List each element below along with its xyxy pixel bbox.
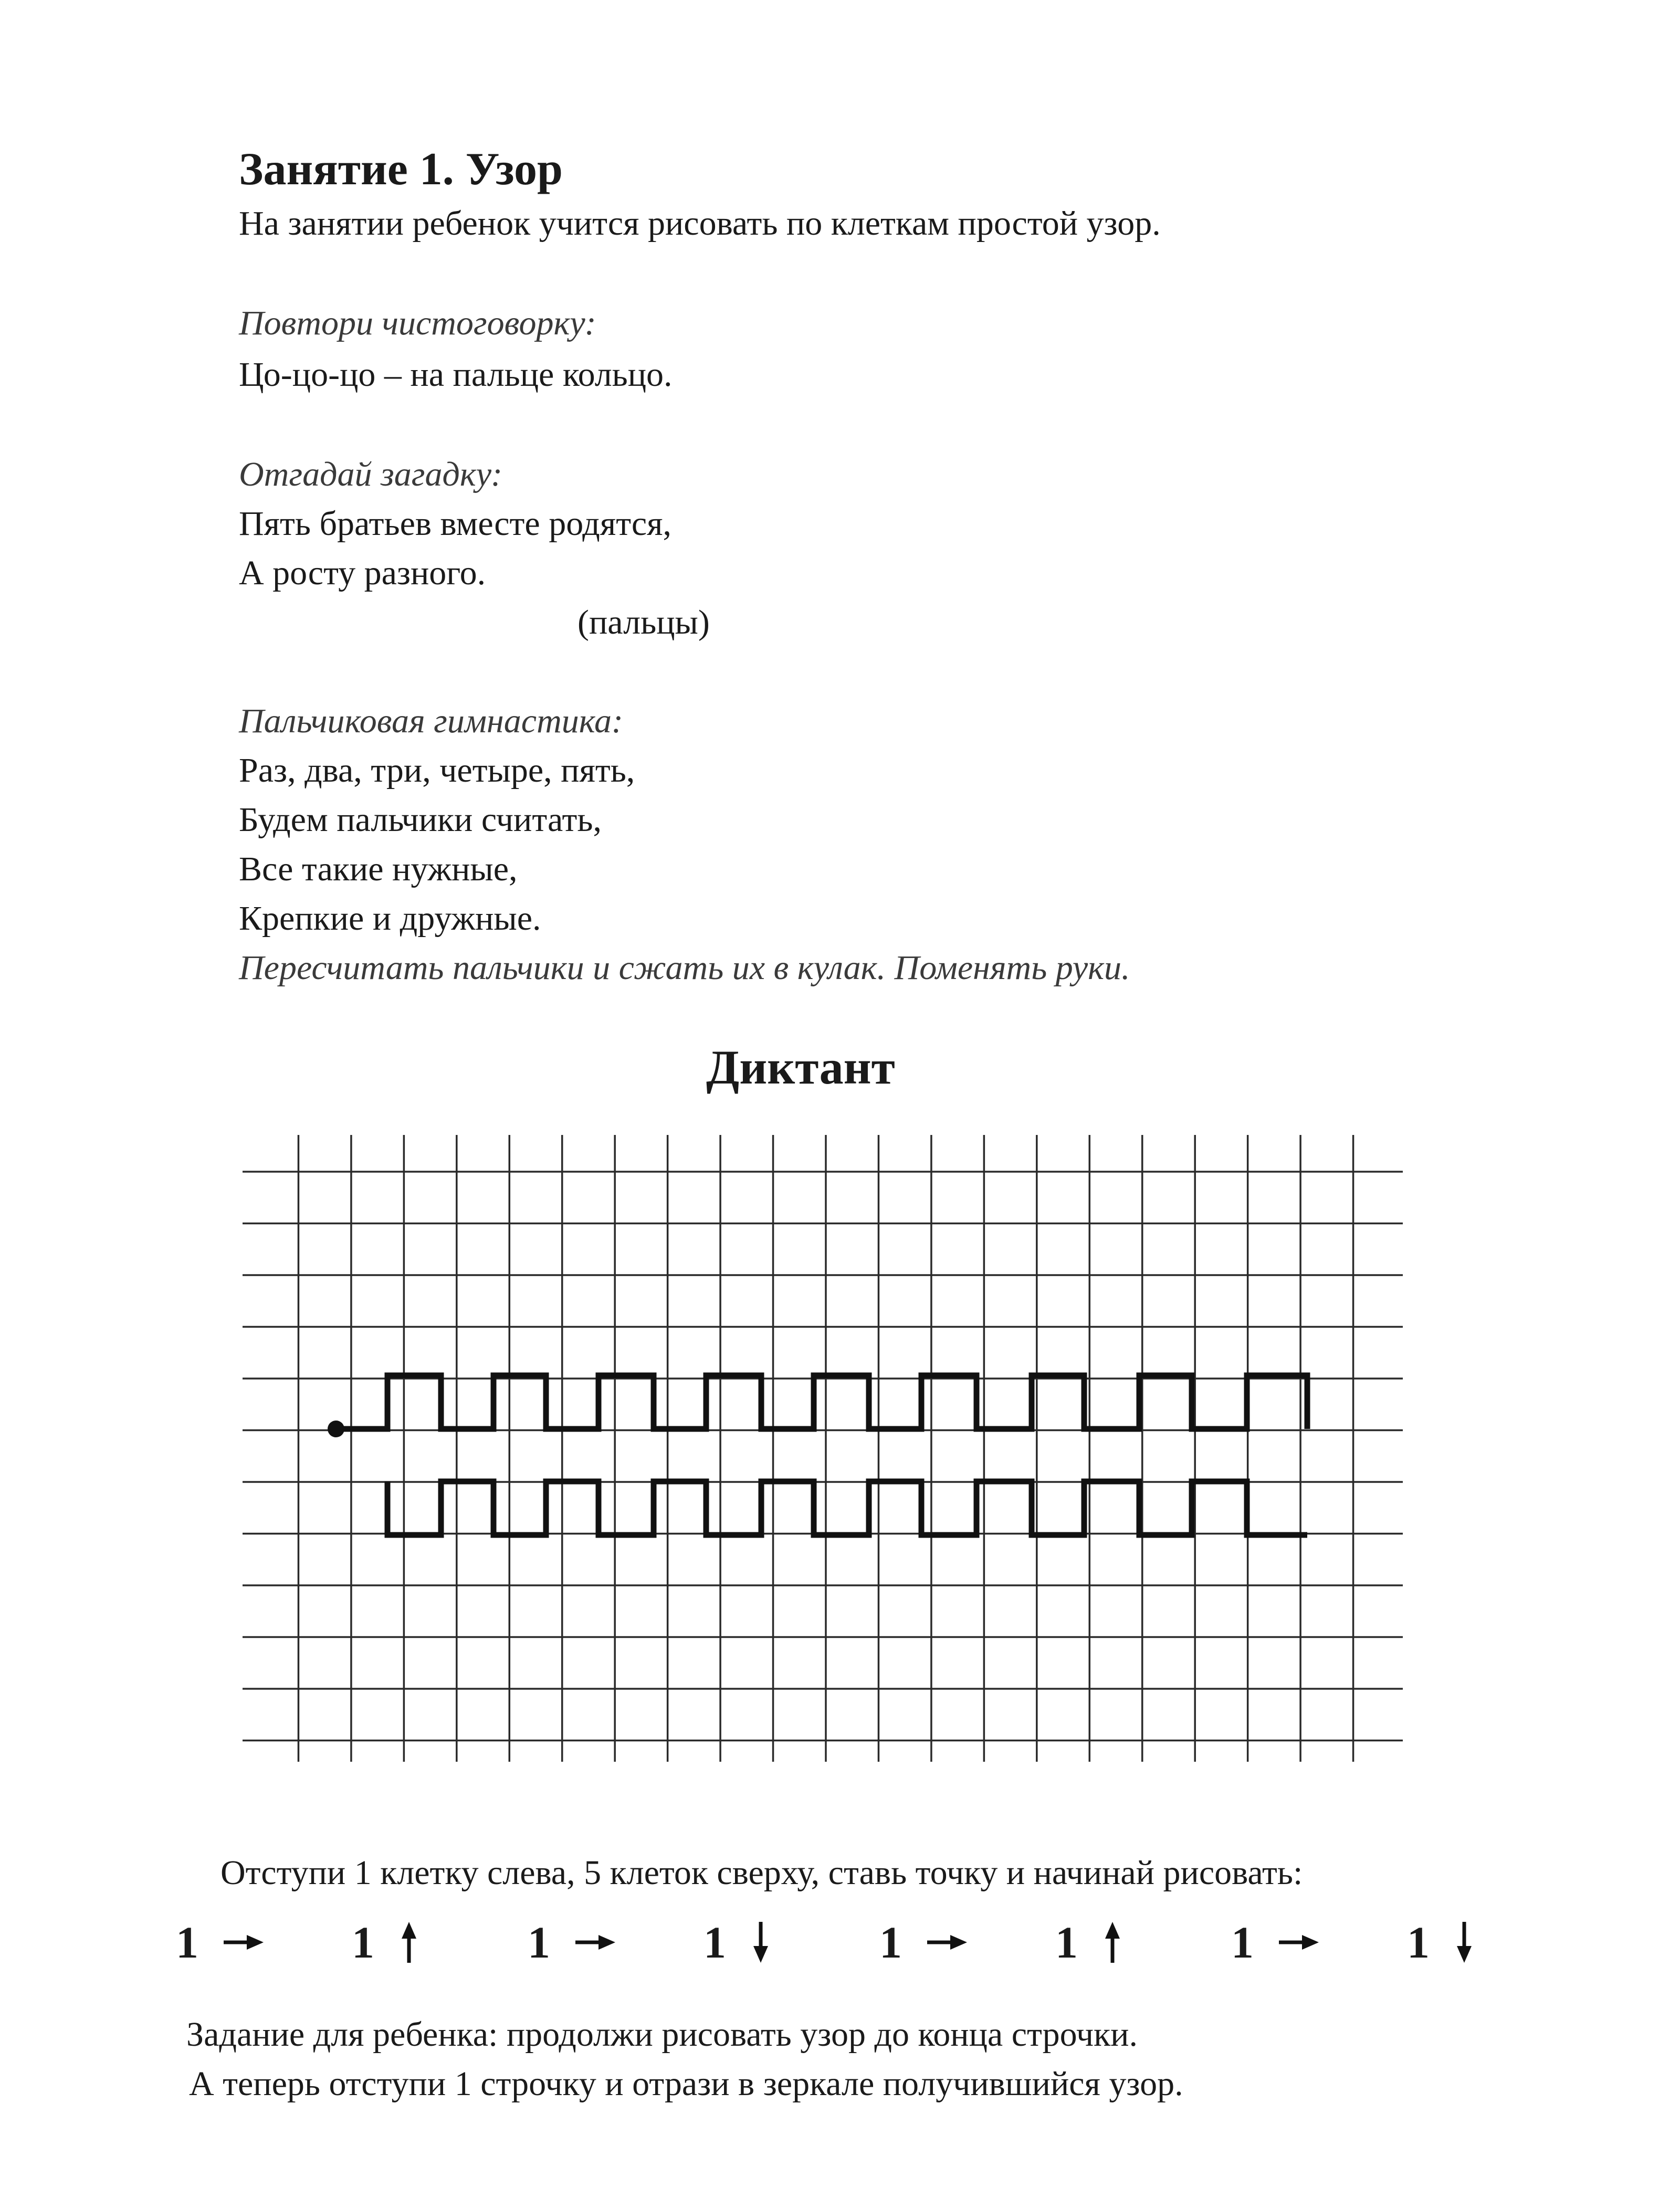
task-line-2: А теперь отступи 1 строчку и отрази в зеркале получившийся узор. (189, 2065, 1183, 2103)
dictation-heading: Диктант (706, 1040, 895, 1094)
arrow-down-icon (750, 1921, 771, 1964)
dictation-step (704, 1916, 771, 1969)
step-count: 1 (1231, 1917, 1254, 1968)
arrow-up-icon (1102, 1921, 1123, 1964)
dictation-step (176, 1916, 265, 1969)
task-line-1: Задание для ребенка: продолжи рисовать узор до конца строчки. (186, 2015, 1138, 2054)
finger-gym-line-1: Раз, два, три, четыре, пять, (239, 751, 635, 790)
step-count: 1 (1055, 1917, 1078, 1968)
lesson-description: На занятии ребенок учится рисовать по клеткам простой узор. (239, 204, 1161, 243)
dictation-step (528, 1916, 616, 1969)
dictation-step (1055, 1916, 1123, 1969)
arrow-right-icon (1278, 1932, 1320, 1953)
dictation-instruction: Отступи 1 клетку слева, 5 клеток сверху, ставь точку и начинай рисовать: (220, 1854, 1303, 1892)
riddle-answer: (пальцы) (578, 603, 710, 641)
tongue-twister-heading: Повтори чистоговорку: (239, 304, 596, 342)
dictation-step (879, 1916, 968, 1969)
pattern-line-upper (336, 1375, 1307, 1429)
arrow-right-icon (926, 1932, 968, 1953)
pattern-line-lower (387, 1481, 1307, 1535)
arrow-right-icon (223, 1932, 265, 1953)
arrow-up-icon (398, 1921, 419, 1964)
step-count: 1 (176, 1917, 198, 1968)
tongue-twister-text: Цо-цо-цо – на пальце кольцо. (239, 355, 673, 394)
lesson-title: Занятие 1. Узор (239, 144, 563, 195)
finger-gym-heading: Пальчиковая гимнастика: (239, 702, 623, 740)
dictation-step (1231, 1916, 1320, 1969)
dictation-step (352, 1916, 419, 1969)
step-count: 1 (352, 1917, 374, 1968)
arrow-right-icon (574, 1932, 616, 1953)
riddle-line-1: Пять братьев вместе родятся, (239, 504, 672, 543)
dictation-step (1407, 1916, 1475, 1969)
finger-gym-line-3: Все такие нужные, (239, 850, 518, 888)
arrow-down-icon (1454, 1921, 1475, 1964)
riddle-heading: Отгадай загадку: (239, 455, 503, 493)
step-count: 1 (528, 1917, 550, 1968)
step-count: 1 (1407, 1917, 1430, 1968)
finger-gym-instruction: Пересчитать пальчики и сжать их в кулак. Поменять руки. (239, 949, 1130, 987)
start-point (328, 1421, 344, 1437)
riddle-line-2: А росту разного. (239, 554, 486, 592)
step-count: 1 (879, 1917, 902, 1968)
finger-gym-line-4: Крепкие и дружные. (239, 899, 541, 938)
finger-gym-line-2: Будем пальчики считать, (239, 801, 602, 839)
step-count: 1 (704, 1917, 726, 1968)
